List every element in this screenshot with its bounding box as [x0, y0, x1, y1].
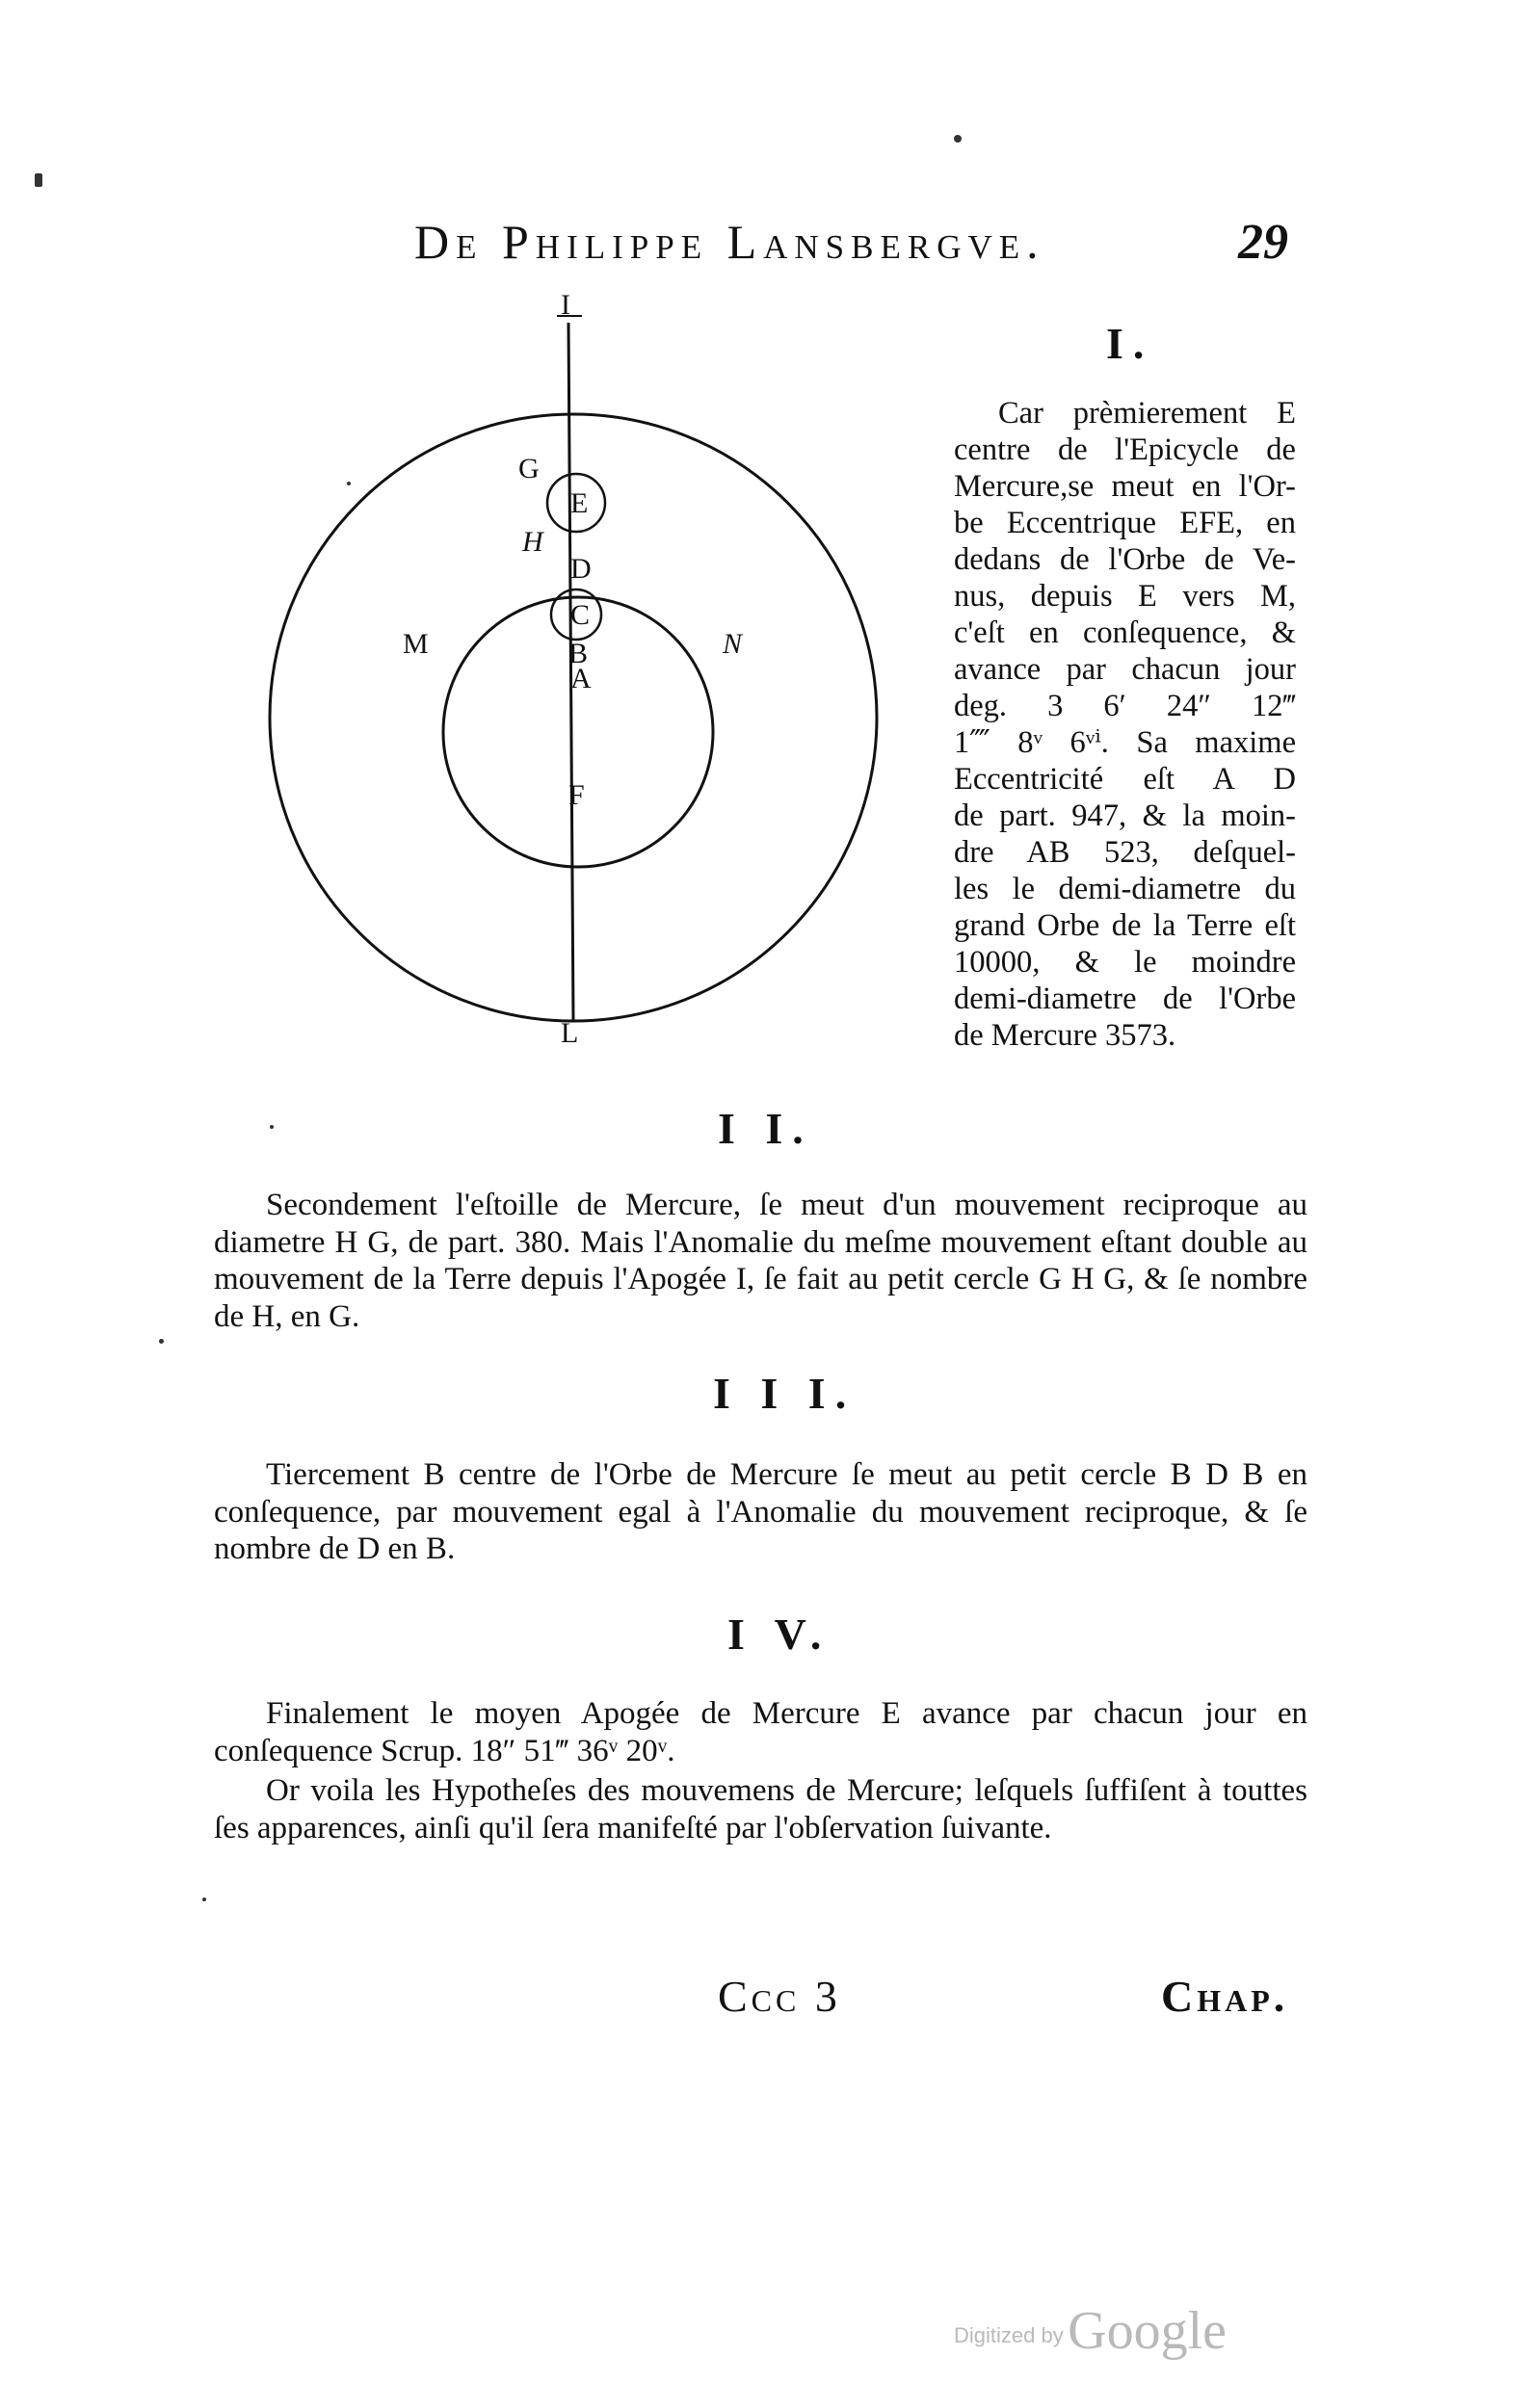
text-line: nus, depuis E vers M, [954, 579, 1296, 615]
text-line: Mercure,se meut en l'Or- [954, 469, 1296, 505]
text-line: dre AB 523, deſquel- [954, 835, 1296, 871]
label-d: D [570, 553, 592, 585]
text-line: les le demi-diametre du [954, 872, 1296, 907]
label-e: E [570, 487, 589, 519]
label-m: M [403, 628, 429, 660]
paragraph: Or voila les Hypotheſes des mouvemens de Mercure; leſquels ſuffiſent à touttes ſes apparences, ainſi qu'il ſera manifeſté par l'obſervation ſuivante. [214, 1773, 1307, 1845]
text-line: 10000, & le moindre [954, 945, 1296, 981]
label-n: N [723, 628, 743, 660]
paragraph: Finalement le moyen Apogée de Mercure E avance par chacun jour en conſequence Scrup. 18″ 51‴ 36ᵛ 20ᵛ. [214, 1696, 1307, 1768]
section-4-text [214, 1695, 1307, 1769]
text-line: Car prèmierement E [998, 396, 1296, 431]
section-1-text [954, 395, 1296, 1054]
mercury-orbit-diagram [251, 289, 906, 1079]
text-line: Eccentricité eſt A D [954, 762, 1296, 798]
section-number-1: I. [1106, 319, 1154, 368]
ink-speck [202, 1898, 206, 1901]
text-line: avance par chacun jour [954, 652, 1296, 688]
watermark-logo: Google [1068, 2301, 1227, 2361]
text-line: de part. 947, & la moin- [954, 798, 1296, 834]
catchword: Chap. [1161, 1972, 1289, 2021]
text-line: 1⁗ 8ᵛ 6ᵛⁱ. Sa maxime [954, 725, 1296, 761]
section-number-3: I I I. [713, 1369, 857, 1418]
label-c: C [570, 599, 591, 631]
ink-speck [954, 135, 962, 143]
closing-text [214, 1772, 1307, 1846]
digitization-watermark [954, 2300, 1227, 2362]
diagram-svg [251, 289, 906, 1079]
label-g: G [518, 453, 540, 484]
label-i: I [561, 289, 570, 321]
text-line: demi-diametre de l'Orbe [954, 982, 1296, 1017]
text-line: be Eccentrique EFE, en [954, 506, 1296, 541]
text-line: de Mercure 3573. [954, 1018, 1176, 1054]
ink-speck [35, 173, 42, 187]
label-l: L [561, 1017, 579, 1049]
text-line: centre de l'Epicycle de [954, 432, 1296, 468]
ink-speck [159, 1339, 164, 1344]
running-head: De Philippe Lansbergve. [414, 215, 1045, 269]
watermark-prefix: Digitized by [954, 2323, 1064, 2347]
section-2-text [214, 1187, 1307, 1335]
signature-mark: Ccc 3 [718, 1972, 841, 2021]
text-line: dedans de l'Orbe de Ve- [954, 542, 1296, 578]
section-3-text [214, 1456, 1307, 1568]
label-f: F [568, 779, 585, 811]
page-number: 29 [1238, 215, 1288, 270]
ink-speck [347, 482, 351, 485]
section-number-4: I V. [727, 1610, 831, 1659]
text-line: c'eſt en conſequence, & [954, 615, 1296, 651]
section-number-2: I I. [718, 1104, 813, 1153]
text-line: deg. 3 6′ 24″ 12‴ [954, 689, 1296, 724]
label-h: H [522, 526, 543, 558]
paragraph: Tiercement B centre de l'Orbe de Mercure ſe meut au petit cercle B D B en conſequence, par mouvement egal à l'Anomalie du mouvement reciproque, & ſe nombre de D en B. [214, 1457, 1307, 1567]
label-a: A [570, 663, 592, 694]
label-b: B [568, 638, 589, 669]
paragraph: Secondement l'eſtoille de Mercure, ſe meut d'un mouvement reciproque au diametre H G, de part. 380. Mais l'Anomalie du meſme mouvement eſtant double au mouvement de la Terre depuis l'Apogée I, ſe fait au petit cercle G H G, & ſe nombre de H, en G. [214, 1188, 1307, 1334]
text-line: grand Orbe de la Terre eſt [954, 908, 1296, 944]
ink-speck [270, 1125, 274, 1129]
